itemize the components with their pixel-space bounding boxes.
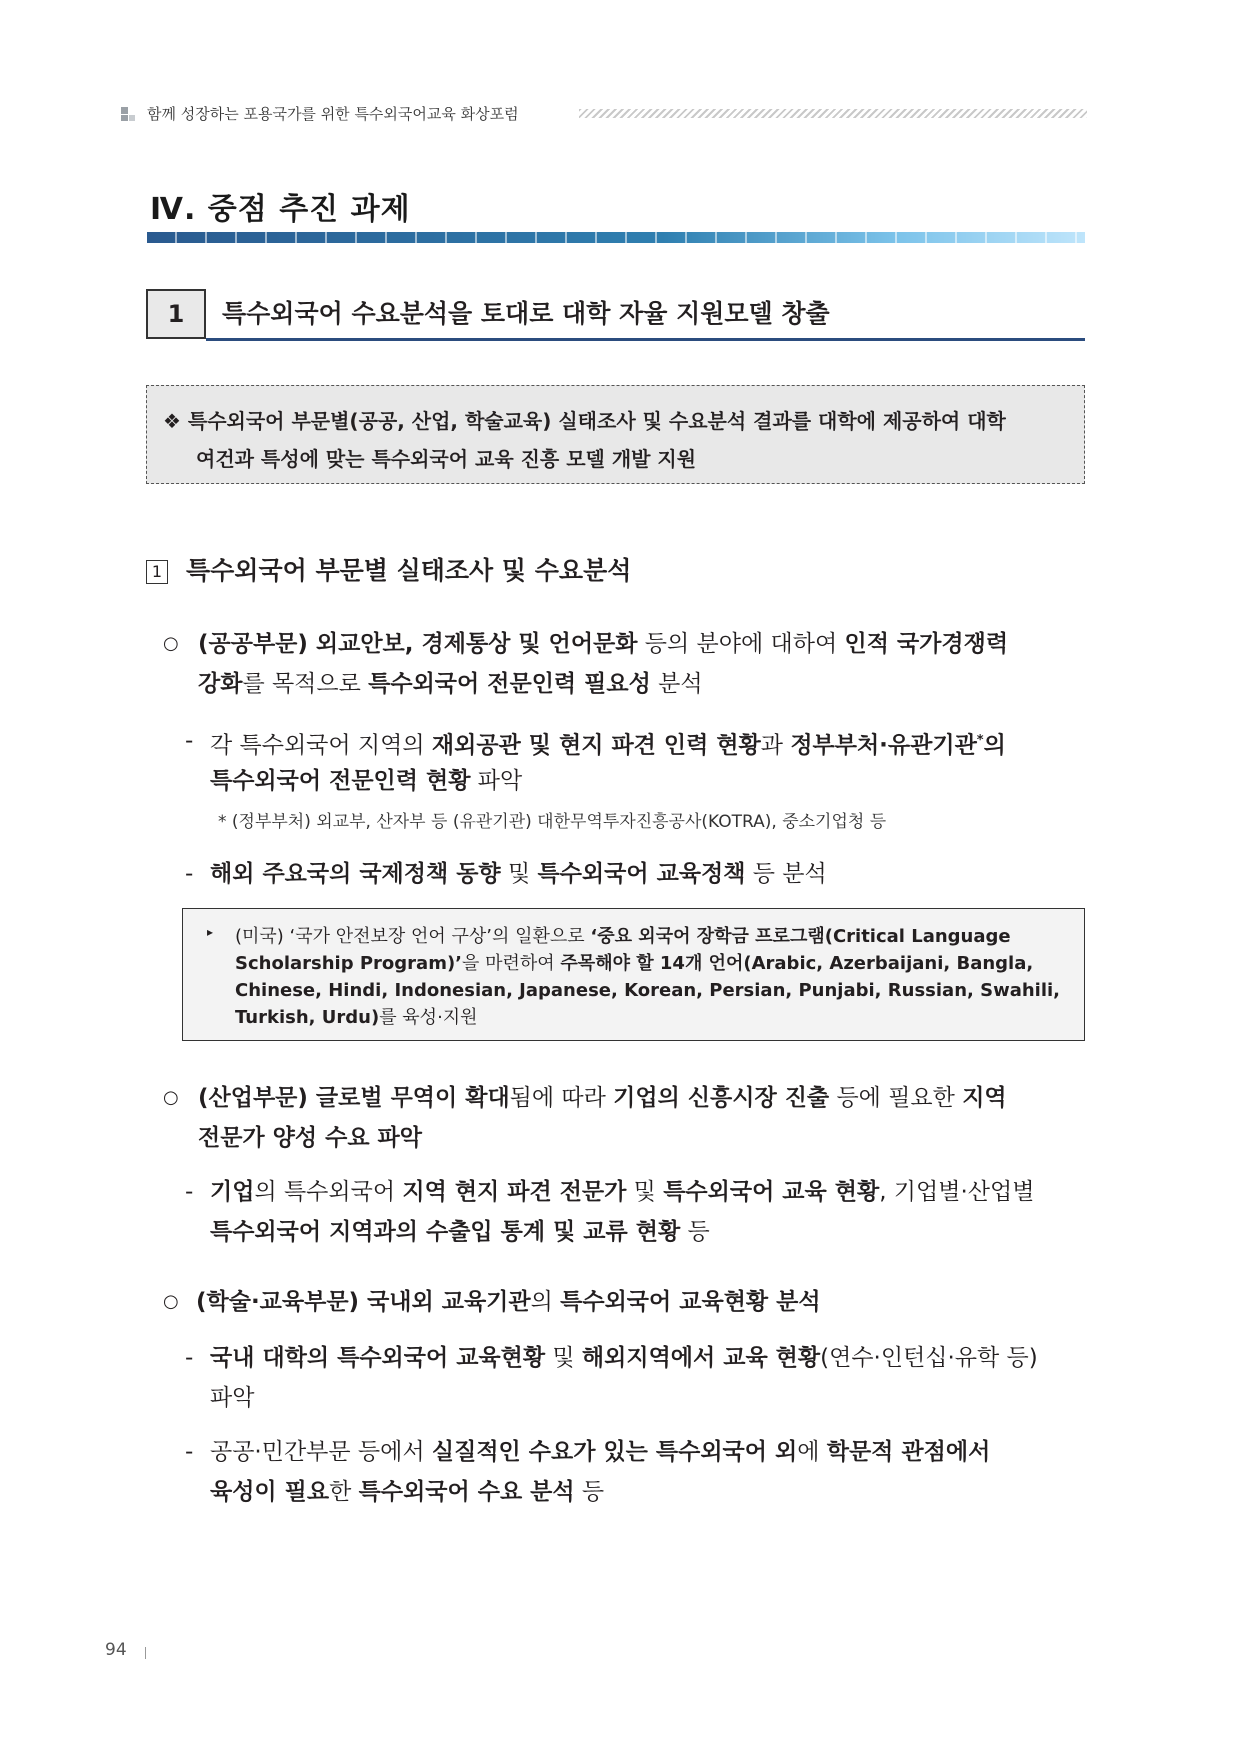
public-detail-2 [210, 854, 827, 894]
text-run: 및 [545, 1345, 582, 1371]
header-hatch-bar [579, 109, 1087, 118]
bold-text-run: 기업 [210, 1179, 255, 1205]
diamond-bullet-icon: ❖ [163, 409, 181, 433]
bold-text-run: 학문적 관점에서 [826, 1439, 991, 1465]
text-run: 의 [530, 1289, 561, 1315]
academic-detail-1-line-1 [210, 1338, 1038, 1378]
running-header [121, 104, 1087, 124]
bold-text-run: 전문가 양성 수요 파악 [198, 1125, 422, 1151]
dash-marker: - [185, 1345, 194, 1371]
chapter-underline-bar [147, 232, 1085, 243]
bold-text-run: 기업의 신흥시장 진출 [613, 1085, 830, 1111]
section-underline [206, 338, 1085, 341]
bold-text-run: ‘중요 외국어 장학금 프로그램(Critical Language [590, 926, 1011, 947]
page-number: 94 [105, 1640, 127, 1660]
bold-text-run: 특수외국어 전문인력 현황 [210, 768, 471, 794]
footnote-mark: * [976, 733, 984, 748]
text-run: 및 [500, 861, 538, 887]
bold-text-run: 국내 대학의 특수외국어 교육현황 [210, 1345, 546, 1371]
bold-text-run: 해외지역에서 교육 현황 [581, 1345, 821, 1371]
text-run: 한 [329, 1479, 359, 1505]
bold-text-run: 특수외국어 교육현황 분석 [560, 1289, 821, 1315]
text-run: 등 [574, 1479, 605, 1505]
bold-text-run: Chinese, Hindi, Indonesian, Japanese, Korean, Persian, Punjabi, Russian, Swahili, [235, 980, 1061, 1001]
footnote: * (정부부처) 외교부, 산자부 등 (유관기관) 대한무역투자진흥공사(KOTRA), 중소기업청 등 [218, 812, 887, 832]
text-run: 에 [797, 1439, 827, 1465]
industry-detail-line-2 [210, 1212, 710, 1252]
text-run: 파악 [470, 768, 523, 794]
circle-bullet-icon: ○ [163, 633, 179, 654]
bold-text-run: 특수외국어 수요 분석 [358, 1479, 575, 1505]
bold-text-run: 재외공관 및 현지 파견 인력 현황 [431, 732, 761, 759]
industry-line-2 [198, 1118, 422, 1158]
text-run: (미국) ‘국가 안전보장 언어 구상’의 일환으로 [235, 926, 591, 947]
text-run: 등 [680, 1219, 710, 1245]
section-title: 특수외국어 수요분석을 토대로 대학 자율 지원모델 창출 [222, 299, 830, 328]
bold-text-run: 해외 주요국의 국제정책 동향 [210, 861, 501, 887]
circle-bullet-icon: ○ [163, 1291, 179, 1312]
page-number-divider [145, 1647, 146, 1659]
bold-text-run: (산업부문) 글로벌 무역이 확대 [198, 1085, 510, 1111]
text-run: (연수·인턴십·유학 등) [820, 1345, 1038, 1371]
bold-text-run: 지역 현지 파견 전문가 [402, 1179, 627, 1205]
text-run: 파악 [210, 1385, 255, 1411]
public-line-1 [198, 624, 1008, 664]
text-run: 분석 [650, 671, 703, 697]
text-run: 과 [760, 732, 791, 759]
text-run: 등 분석 [745, 861, 827, 887]
dash-marker: - [185, 1179, 194, 1205]
academic-line-1 [196, 1282, 821, 1322]
bold-text-run: 육성이 필요 [210, 1479, 330, 1505]
subsection-title: 특수외국어 부문별 실태조사 및 수요분석 [186, 556, 632, 585]
running-header-title: 함께 성장하는 포용국가를 위한 특수외국어교육 화상포럼 [147, 105, 519, 123]
bold-text-run: 인적 국가경쟁력 [844, 631, 1009, 657]
text-run: , 기업별·산업별 [879, 1179, 1035, 1205]
text-run: 각 특수외국어 지역의 [210, 732, 432, 759]
text-run: 의 특수외국어 [254, 1179, 403, 1205]
summary-box [146, 385, 1085, 484]
circle-bullet-icon: ○ [163, 1087, 179, 1108]
public-line-2 [198, 664, 703, 704]
bold-text-run: 정부부처·유관기관 [790, 732, 977, 759]
public-detail-1-line-2 [210, 761, 522, 801]
dash-marker: - [185, 1439, 194, 1465]
bold-text-run: (학술·교육부문) 국내외 교육기관 [196, 1289, 531, 1315]
bold-text-run: (공공부문) 외교안보, 경제통상 및 언어문화 [198, 631, 638, 657]
example-line-3 [235, 977, 1073, 1004]
bold-text-run: Turkish, Urdu) [235, 1007, 380, 1028]
bold-text-run: 주목해야 할 14개 언어(Arabic, Azerbaijani, Bangla, [560, 953, 1034, 974]
bold-text-run: 강화 [198, 671, 243, 697]
academic-detail-2-line-2 [210, 1472, 604, 1512]
subsection-number-box: 1 [146, 560, 168, 584]
industry-line-1 [198, 1078, 1007, 1118]
public-detail-1-line-1: 각 특수외국어 지역의 재외공관 및 현지 파견 인력 현황과 정부부처·유관기관*의 [210, 732, 1006, 759]
bold-text-run: Scholarship Program)’ [235, 953, 463, 974]
header-marker-icon [121, 107, 139, 121]
example-line-2 [235, 950, 1073, 977]
section-number-box [146, 289, 206, 339]
dash-marker: - [185, 728, 194, 754]
example-box [182, 908, 1085, 1041]
text-run: 됨에 따라 [509, 1085, 614, 1111]
bold-text-run: 실질적인 수요가 있는 특수외국어 외 [431, 1439, 798, 1465]
text-run: 를 육성·지원 [379, 1007, 478, 1028]
bold-text-run: 지역 [962, 1085, 1007, 1111]
bold-text-run: 특수외국어 교육정책 [537, 861, 746, 887]
text-run: 등에 필요한 [829, 1085, 963, 1111]
academic-detail-2-line-1 [210, 1432, 990, 1472]
industry-detail-line-1 [210, 1172, 1034, 1212]
bold-text-run: 특수외국어 지역과의 수출입 통계 및 교류 현황 [210, 1219, 681, 1245]
bold-text-run: 특수외국어 교육 현황 [663, 1179, 880, 1205]
triangle-bullet-icon: ▸ [207, 925, 214, 939]
example-line-1 [235, 923, 1073, 950]
text-run: 공공·민간부문 등에서 [210, 1439, 432, 1465]
section-number: 1 [167, 300, 185, 328]
text-run: 를 목적으로 [242, 671, 369, 697]
example-line-4 [235, 1004, 1073, 1031]
chapter-title: Ⅳ. 중점 추진 과제 [150, 192, 411, 227]
text-run: 을 마련하여 [462, 953, 561, 974]
summary-line-1: ❖ 특수외국어 부문별(공공, 산업, 학술교육) 실태조사 및 수요분석 결과를 대학에 제공하여 대학 [163, 409, 1006, 433]
text-run: 등의 분야에 대하여 [637, 631, 845, 657]
text-run: 및 [626, 1179, 664, 1205]
dash-marker: - [185, 861, 194, 887]
academic-detail-1-line-2 [210, 1378, 254, 1418]
bold-text-run: 특수외국어 전문인력 필요성 [368, 671, 651, 697]
summary-line-2: 여건과 특성에 맞는 특수외국어 교육 진흥 모델 개발 지원 [196, 447, 697, 471]
